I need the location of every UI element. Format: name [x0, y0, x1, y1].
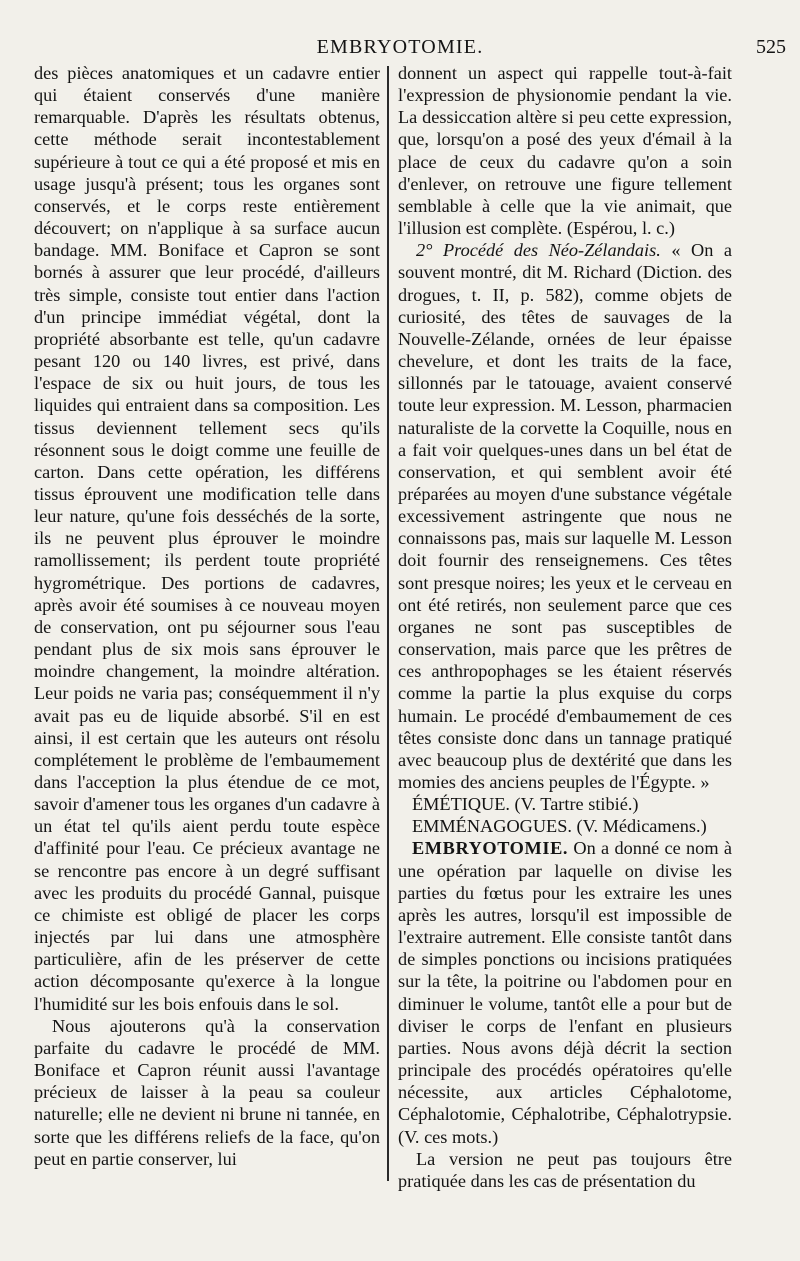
entry-emetique: ÉMÉTIQUE. (V. Tartre stibié.)	[412, 794, 639, 815]
running-head	[0, 36, 800, 62]
embryotomie-text: On a donné ce nom à une opération par laquelle on divise les parties du fœtus pour les extraire les unes après les autres, lorsqu'il est impossible de l'extraire autrement. Elle consiste tantôt dans de simples ponctions ou incisions pratiquées sur la tête, la poitrine ou l'abdomen pour en diminuer le volume, tantôt elle a pour but de diviser le corps de l'enfant en plusieurs parties. Nous avons déjà décrit la section principale des procédés opératoires qu'elle nécessite, aux articles Céphalotome, Céphalotomie, Céphalotribe, Céphalotrypsie. (V. ces mots.)	[398, 838, 732, 1147]
embryotomie-headword: EMBRYOTOMIE.	[412, 838, 569, 859]
right-paragraph-1: donnent un aspect qui rappelle tout-à-fait l'expression de physionomie pendant la vie. La dessiccation altère si peu cette expression, que, lorsqu'on a posé des yeux d'émail à la place de ceux du cadavre qu'on a soin d'enlever, on retrouve une figure tellement semblable à celle que la vie animait, que l'illusion est complète. (Espérou, l. c.)	[398, 63, 732, 239]
right-paragraph-last: La version ne peut pas toujours être pratiquée dans les cas de présentation du	[398, 1148, 732, 1191]
neo-zelandais-text: « On a souvent montré, dit M. Richard (Diction. des drogues, t. II, p. 582), comme objets de curiosité, des têtes de sauvages de la Nouvelle-Zélande, ornées de leur épaisse chevelure, et dont les traits de la face, sillonnés par le tatouage, avaient conservé toute leur expression. M. Lesson, pharmacien naturaliste de la corvette la Coquille, nous en a fait voir quelques-unes dans un bel état de conservation, et qui semblent avoir été préparées au moyen d'une substance végétale excessivement astringente que nous ne connaissons pas, mais sur laquelle M. Lesson doit fournir des renseignemens. Ces têtes sont presque noires; les yeux et le cerveau en ont été retirés, non seulement parce que ces organes ne sont pas susceptibles de conservation, mais parce que les prêtres de ces anthropophages se les étaient réservés comme la partie la plus exquise du corps humain. Le procédé d'embaumement de ces têtes consiste donc dans un tannage pratiqué avec beaucoup plus de dextérité que dans les momies des anciens peuples de l'Égypte. »	[398, 240, 732, 792]
left-paragraph-2: Nous ajouterons qu'à la conservation parfaite du cadavre le procédé de MM. Boniface et Capron réunit aussi l'avantage précieux de laisser à la peau sa couleur naturelle; elle ne devient ni brune ni tannée, en sorte que les différens reliefs de la face, qu'on peut en partie conserver, lui	[34, 1015, 380, 1169]
entry-emmenagogues: EMMÉNAGOGUES. (V. Médicamens.)	[412, 816, 707, 837]
page-number: 525	[756, 36, 786, 58]
right-column	[398, 62, 732, 1192]
neo-zelandais-heading: 2° Procédé des Néo-Zélandais.	[416, 240, 661, 261]
column-divider	[387, 66, 389, 1181]
left-paragraph-1: des pièces anatomiques et un cadavre entier qui étaient conservés d'une manière remarquable. D'après les résultats obtenus, cette méthode serait incontestablement supérieure à tout ce qui a été proposé et mis en usage jusqu'à présent; tous les organes sont conservés, et le corps reste entièrement découvert; on n'applique à sa surface aucun bandage. MM. Boniface et Capron se sont bornés à assurer que leur procédé, d'ailleurs très simple, consiste tout entier dans l'action d'un principe immédiat végétal, dont la propriété absorbante est telle, qu'un cadavre pesant 120 ou 140 livres, est privé, dans l'espace de six ou huit jours, de tous les liquides qui entraient dans sa composition. Les tissus deviennent tellement secs qu'ils résonnent sous le doigt comme une feuille de carton. Dans cette opération, les différens tissus éprouvent une modification telle dans leur nature, qu'une fois desséchés de la sorte, ils ne peuvent plus éprouver le moindre ramollissement; ils perdent toute propriété hygrométrique. Des portions de cadavres, après avoir été soumises à ce nouveau moyen de conservation, ont pu séjourner sous l'eau pendant plus de six mois sans éprouver le moindre changement, la moindre altération. Leur poids ne varia pas; conséquemment il n'y avait pas eu de liquide absorbé. S'il en est ainsi, il est certain que les auteurs ont résolu complétement le problème de l'embaumement dans l'acception la plus étendue de ce mot, savoir d'amener tous les organes d'un cadavre à un état tel qu'ils aient perdu toute espèce d'affinité pour l'eau. Ce précieux avantage ne se rencontre pas encore à un degré suffisant avec les produits du procédé Gannal, puisque ce chimiste est obligé de placer les corps injectés par lui dans une atmosphère particulière, afin de les préserver de cette action décomposante qu'exerce à la longue l'humidité sur les bois enfouis dans le sol.	[34, 63, 380, 1014]
right-paragraph-2	[398, 239, 732, 793]
entry-embryotomie	[398, 837, 732, 1147]
running-title: EMBRYOTOMIE.	[316, 36, 484, 58]
left-column	[34, 62, 380, 1170]
